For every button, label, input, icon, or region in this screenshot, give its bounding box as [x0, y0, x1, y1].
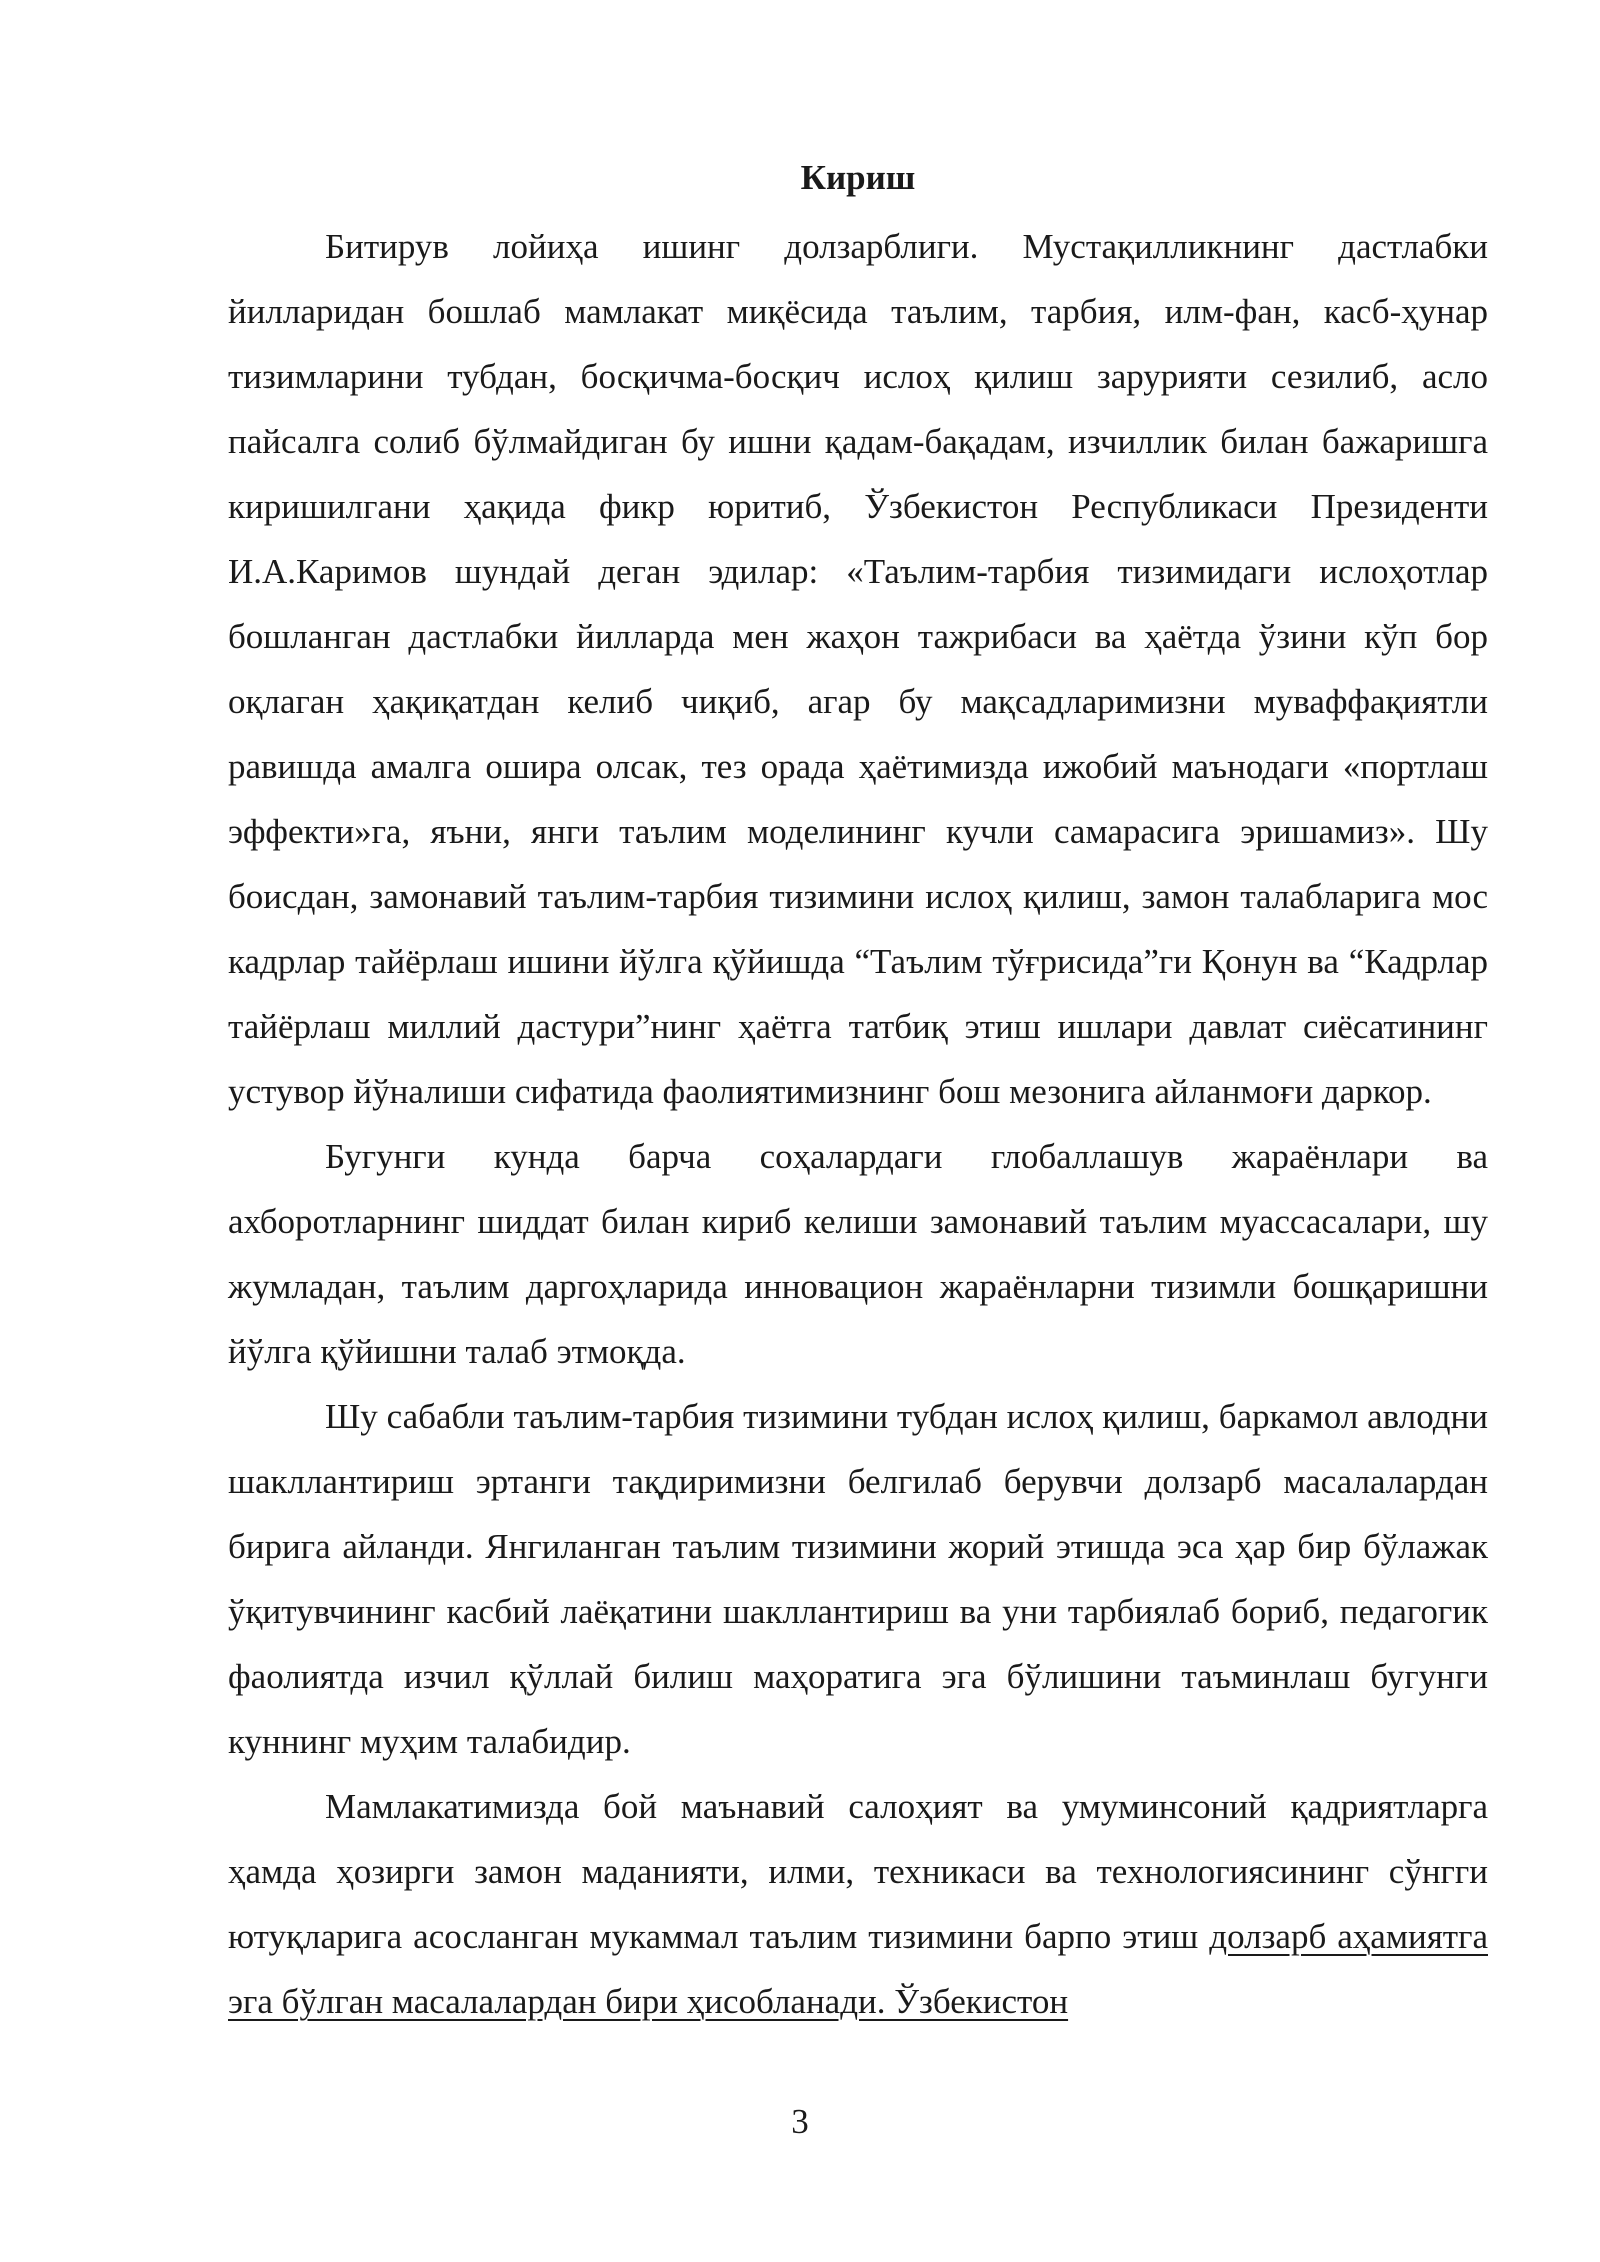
- page-number: 3: [791, 2102, 809, 2141]
- page-content: [228, 150, 1488, 2034]
- paragraph-4-text: Мамлакатимизда бой маънавий салоҳият ва умуминсоний қадриятларга ҳамда ҳозирги замон маданияти, илми, техникаси ва технологиясининг сўнгги ютуқларига асосланган мукаммал таълим тизимини барпо этиш: [228, 1787, 1488, 1956]
- paragraph-4-underlined-text: долзарб аҳамиятга эга бўлган масалалардан бири ҳисобланади. Ўзбекистон: [228, 1917, 1488, 2021]
- paragraph-1: Битирув лойиҳа ишинг долзарблиги. Мустақилликнинг дастлабки йилларидан бошлаб мамлакат миқёсида таълим, тарбия, илм-фан, касб-ҳунар тизимларини тубдан, босқичма-босқич ислоҳ қилиш зарурияти сезилиб, асло пайсалга солиб бўлмайдиган бу ишни қадам-бақадам, изчиллик билан бажаришга киришилгани ҳақида фикр юритиб, Ўзбекистон Республикаси Президенти И.А.Каримов шундай деган эдилар: «Таълим-тарбия тизимидаги ислоҳотлар бошланган дастлабки йилларда мен жаҳон тажрибаси ва ҳаётда ўзини кўп бор оқлаган ҳақиқатдан келиб чиқиб, агар бу мақсадларимизни муваффақиятли равишда амалга ошира олсак, тез орада ҳаётимизда ижобий маънодаги «портлаш эффекти»га, яъни, янги таълим моделининг кучли самарасига эришамиз». Шу боисдан, замонавий таълим-тарбия тизимини ислоҳ қилиш, замон талабларига мос кадрлар тайёрлаш ишини йўлга қўйишда “Таълим тўғрисида”ги Қонун ва “Кадрлар тайёрлаш миллий дастури”нинг ҳаётга татбиқ этиш ишлари давлат сиёсатининг устувор йўналиши сифатида фаолиятимизнинг бош мезонига айланмоғи даркор.: [228, 227, 1488, 1111]
- paragraph-4: [228, 1774, 1488, 2034]
- section-heading: Кириш: [800, 158, 916, 197]
- paragraph-3: Шу сабабли таълим-тарбия тизимини тубдан ислоҳ қилиш, баркамол авлодни шакллантириш эртанги тақдиримизни белгилаб берувчи долзарб масалалардан бирига айланди. Янгиланган таълим тизимини жорий этишда эса ҳар бир бўлажак ўқитувчининг касбий лаёқатини шакллантириш ва уни тарбиялаб бориб, педагогик фаолиятда изчил қўллай билиш маҳоратига эга бўлишини таъминлаш бугунги куннинг муҳим талабидир.: [228, 1397, 1488, 1761]
- paragraph-2: Бугунги кунда барча соҳалардаги глобаллашув жараёнлари ва ахборотларнинг шиддат билан кириб келиши замонавий таълим муассасалари, шу жумладан, таълим даргоҳларида инновацион жараёнларни тизимли бошқаришни йўлга қўйишни талаб этмоқда.: [228, 1137, 1488, 1371]
